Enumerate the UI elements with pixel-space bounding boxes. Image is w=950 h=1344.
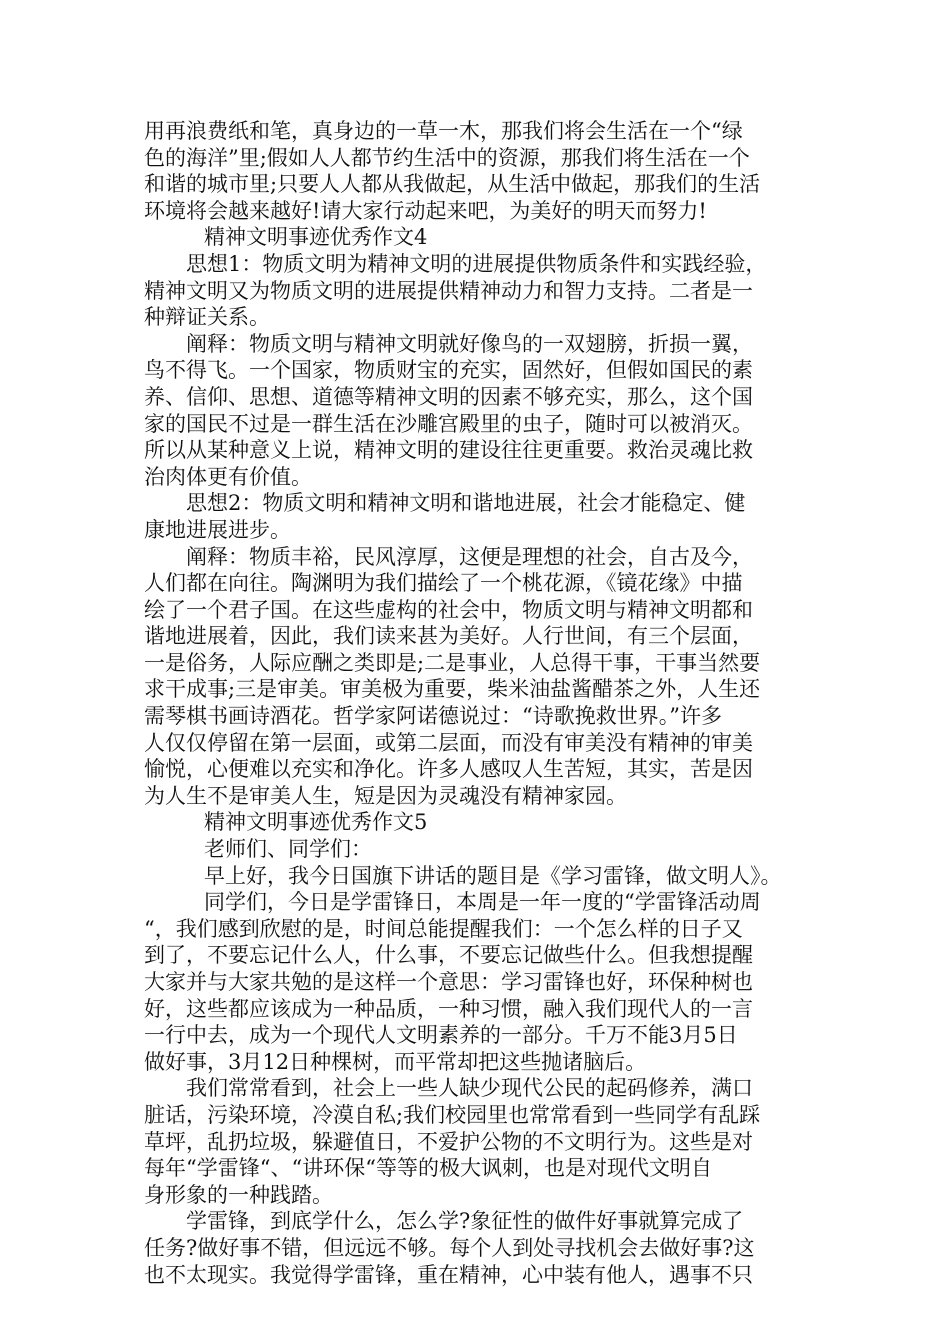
text-line: 精神文明事迹优秀作文4: [204, 225, 428, 250]
text-line: 精神文明又为物质文明的进展提供精神动力和智力支持。二者是一: [144, 278, 753, 303]
text-line: 色的海洋”里;假如人人都节约生活中的资源，那我们将生活在一个: [144, 145, 750, 170]
text-line: 鸟不得飞。一个国家，物质财宝的充实，固然好，但假如国民的素: [144, 358, 753, 383]
text-line: 阐释：物质丰裕，民风淳厚，这便是理想的社会，自古及今，: [186, 544, 753, 569]
text-line: 种辩证关系。: [144, 305, 270, 330]
text-line: 身形象的一种践踏。: [144, 1182, 333, 1207]
document-page: [144, 118, 820, 1288]
text-line: 早上好，我今日国旗下讲话的题目是《学习雷锋，做文明人》。: [204, 863, 782, 888]
text-line: 老师们、同学们：: [204, 837, 372, 862]
text-line: 一是俗务，人际应酬之类即是;二是事业，人总得干事，干事当然要: [144, 650, 761, 675]
text-line: 谐地进展着，因此，我们读来甚为美好。人行世间，有三个层面，: [144, 624, 753, 649]
text-line: 需琴棋书画诗酒花。哲学家阿诺德说过：“诗歌挽救世界。”许多: [144, 704, 722, 729]
text-line: 精神文明事迹优秀作文5: [204, 810, 428, 835]
text-line: 康地进展进步。: [144, 517, 291, 542]
document-body: [144, 118, 820, 1288]
text-line: 用再浪费纸和笔，真身边的一草一木，那我们将会生活在一个“绿: [144, 119, 743, 143]
text-line: 养、信仰、思想、道德等精神文明的因素不够充实，那么，这个国: [144, 384, 753, 409]
text-line: 每年“学雷锋“、“讲环保“等等的极大讽刺，也是对现代文明自: [144, 1156, 712, 1181]
text-line: 绘了一个君子国。在这些虚构的社会中，物质文明与精神文明都和: [144, 597, 753, 622]
text-line: 一行中去，成为一个现代人文明素养的一部分。千万不能3月5日: [144, 1023, 738, 1048]
text-line: 也不太现实。我觉得学雷锋，重在精神，心中装有他人，遇事不只: [144, 1262, 753, 1287]
text-line: 愉悦，心便难以充实和净化。许多人感叹人生苦短，其实，苦是因: [144, 757, 753, 782]
text-line: 同学们，今日是学雷锋日，本周是一年一度的“学雷锋活动周: [204, 890, 761, 915]
text-line: 人们都在向往。陶渊明为我们描绘了一个桃花源，《镜花缘》中描: [144, 571, 743, 596]
text-line: 思想1：物质文明为精神文明的进展提供物质条件和实践经验，: [186, 251, 767, 276]
text-line: 草坪，乱扔垃圾，躲避值日，不爱护公物的不文明行为。这些是对: [144, 1129, 753, 1154]
text-line: 大家并与大家共勉的是这样一个意思：学习雷锋也好，环保种树也: [144, 970, 753, 994]
text-line: “，我们感到欣慰的是，时间总能提醒我们：一个怎么样的日子又: [144, 916, 743, 941]
text-line: 思想2：物质文明和精神文明和谐地进展，社会才能稳定、健: [186, 491, 746, 516]
text-line: 所以从某种意义上说，精神文明的建设往往更重要。救治灵魂比救: [144, 438, 753, 463]
text-line: 任务?做好事不错，但远远不够。每个人到处寻找机会去做好事?这: [144, 1235, 755, 1260]
text-line: 环境将会越来越好!请大家行动起来吧，为美好的明天而努力!: [144, 198, 707, 223]
text-line: 和谐的城市里;只要人人都从我做起，从生活中做起，那我们的生活: [144, 172, 761, 197]
text-line: 好，这些都应该成为一种品质，一种习惯，融入我们现代人的一言: [144, 996, 753, 1021]
text-line: 治肉体更有价值。: [144, 464, 312, 489]
text-line: 阐释：物质文明与精神文明就好像鸟的一双翅膀，折损一翼，: [186, 331, 753, 356]
text-line: 我们常常看到，社会上一些人缺少现代公民的起码修养，满口: [186, 1076, 753, 1101]
text-line: 为人生不是审美人生，短是因为灵魂没有精神家园。: [144, 783, 627, 808]
text-line: 到了，不要忘记什么人，什么事，不要忘记做些什么。但我想提醒: [144, 943, 753, 968]
text-line: 脏话，污染环境，冷漠自私;我们校园里也常常看到一些同学有乱踩: [144, 1102, 761, 1127]
text-line: 做好事，3月12日种棵树，而平常却把这些抛诸脑后。: [144, 1049, 647, 1074]
text-line: 家的国民不过是一群生活在沙雕宫殿里的虫子，随时可以被消灭。: [144, 411, 753, 436]
text-line: 人仅仅停留在第一层面，或第二层面，而没有审美没有精神的审美: [144, 730, 753, 755]
text-line: 求干成事;三是审美。审美极为重要，柴米油盐酱醋茶之外，人生还: [144, 677, 761, 702]
text-line: 学雷锋，到底学什么，怎么学?象征性的做件好事就算完成了: [186, 1209, 744, 1234]
